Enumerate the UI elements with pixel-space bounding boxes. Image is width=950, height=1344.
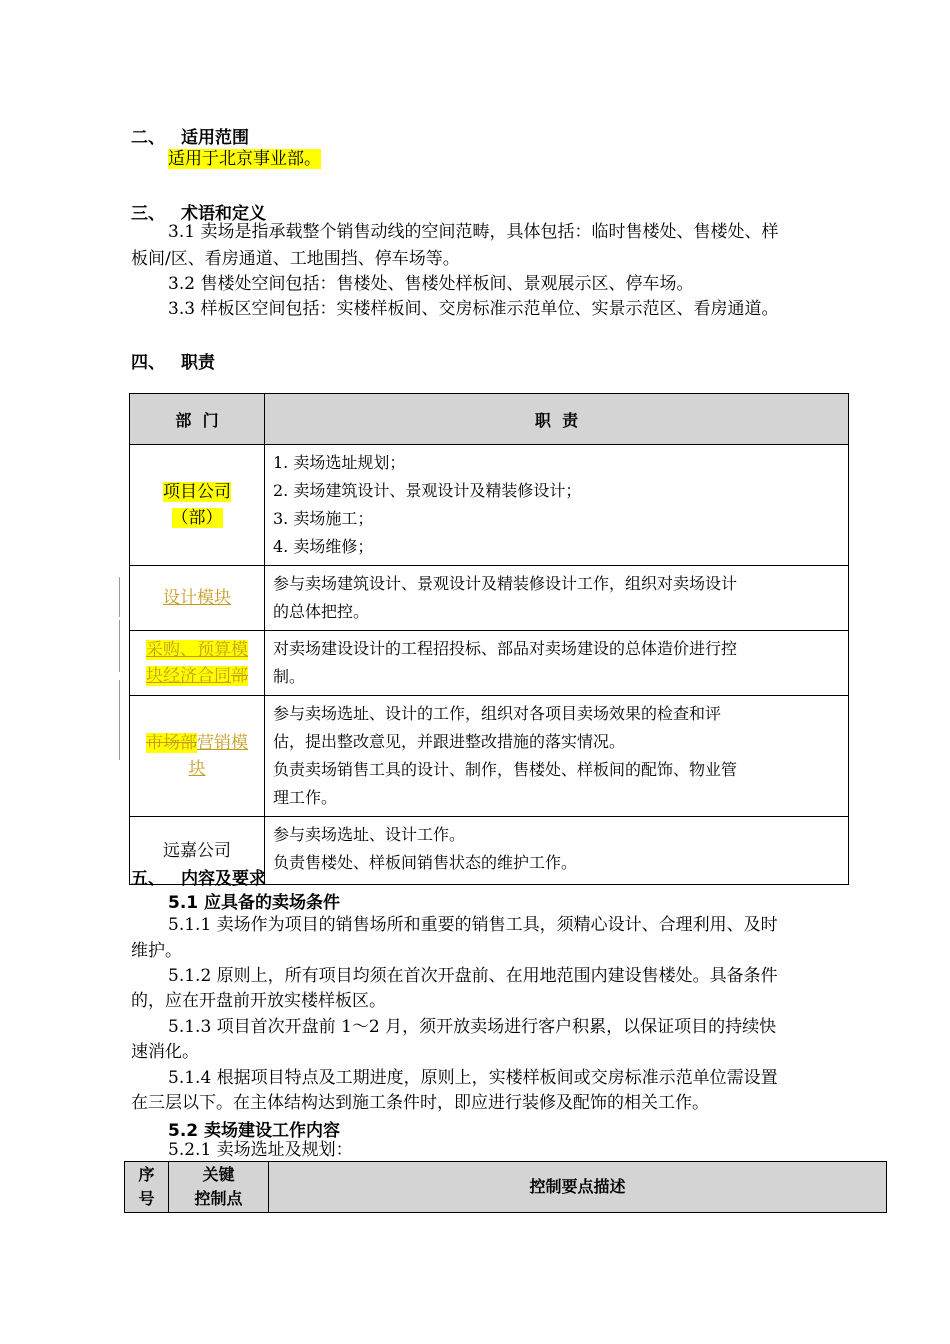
revision-mark — [119, 620, 120, 672]
subsection-5-1: 5.1 应具备的卖场条件 — [168, 893, 341, 913]
duty-cell — [265, 445, 849, 566]
section-3-number: 三、 — [131, 204, 165, 224]
dept-design-module: 设计模块 — [163, 588, 231, 608]
term-3-1-line2: 板间/区、看房通道、工地围挡、停车场等。 — [131, 249, 460, 269]
table-row — [130, 445, 849, 566]
dept-marketing-line2: 块 — [188, 759, 206, 779]
para-5-2-1: 5.2.1 卖场选址及规划： — [168, 1140, 353, 1160]
para-5-1-2-line1: 5.1.2 原则上，所有项目均须在首次开盘前、在用地范围内建设售楼处。具备条件 — [168, 966, 778, 986]
table-header-row — [125, 1162, 887, 1213]
para-5-1-3-line1: 5.1.3 项目首次开盘前 1～2 月，须开放卖场进行客户积累，以保证项目的持续快 — [168, 1017, 777, 1037]
dept-cell — [130, 631, 265, 696]
para-5-1-3-line2: 速消化。 — [131, 1042, 199, 1062]
duty-cell — [265, 696, 849, 817]
header-seq-line2: 号 — [138, 1189, 155, 1208]
term-3-2: 3.2 售楼处空间包括：售楼处、售楼处样板间、景观展示区、停车场。 — [168, 274, 694, 294]
duty-cell — [265, 566, 849, 631]
section-3-title: 术语和定义 — [181, 204, 266, 224]
dept-procurement-deleted: 部 — [231, 666, 248, 686]
table-row — [130, 696, 849, 817]
header-duty: 职 责 — [265, 394, 849, 445]
duty-line: 2. 卖场建筑设计、景观设计及精装修设计； — [273, 481, 582, 500]
duty-cell — [265, 817, 849, 885]
control-points-table — [124, 1161, 887, 1213]
term-3-3: 3.3 样板区空间包括：实楼样板间、交房标准示范单位、实景示范区、看房通道。 — [168, 299, 779, 319]
section-2-title: 适用范围 — [181, 128, 249, 148]
scope-text: 适用于北京事业部。 — [168, 149, 321, 169]
section-4-title: 职责 — [181, 353, 215, 373]
dept-cell — [130, 696, 265, 817]
duty-line: 参与卖场选址、设计的工作，组织对各项目卖场效果的检查和评 — [273, 704, 722, 723]
duty-line: 3. 卖场施工； — [273, 509, 374, 528]
duty-line: 制。 — [273, 667, 306, 686]
header-seq — [125, 1162, 169, 1213]
header-description: 控制要点描述 — [269, 1162, 887, 1213]
header-key-control — [169, 1162, 269, 1213]
responsibility-table — [129, 393, 849, 885]
duty-line: 负责卖场销售工具的设计、制作，售楼处、样板间的配饰、物业管 — [273, 760, 738, 779]
revision-mark — [119, 577, 120, 617]
header-key-line2: 控制点 — [194, 1189, 243, 1208]
para-5-1-4-line2: 在三层以下。在主体结构达到施工条件时，即应进行装修及配饰的相关工作。 — [131, 1093, 709, 1113]
dept-cell — [130, 445, 265, 566]
duty-line: 估，提出整改意见，并跟进整改措施的落实情况。 — [273, 732, 626, 751]
duty-line: 理工作。 — [273, 788, 338, 807]
table-row — [130, 566, 849, 631]
duty-line: 负责售楼处、样板间销售状态的维护工作。 — [273, 853, 578, 872]
term-3-1-line1: 3.1 卖场是指承载整个销售动线的空间范畴，具体包括：临时售楼处、售楼处、样 — [168, 222, 779, 242]
duty-line: 的总体把控。 — [273, 602, 370, 621]
dept-marketing-deleted: 市场部 — [146, 733, 197, 753]
header-dept: 部 门 — [130, 394, 265, 445]
section-4-number: 四、 — [131, 353, 165, 373]
table-header-row — [130, 394, 849, 445]
dept-yuanjia: 远嘉公司 — [163, 840, 231, 861]
section-2-text — [168, 145, 321, 173]
header-seq-line1: 序 — [138, 1165, 155, 1184]
para-5-1-2-line2: 的，应在开盘前开放实楼样板区。 — [131, 991, 386, 1011]
section-5-number: 五、 — [131, 869, 165, 889]
duty-line: 4. 卖场维修； — [273, 537, 374, 556]
duty-line: 参与卖场建筑设计、景观设计及精装修设计工作，组织对卖场设计 — [273, 574, 738, 593]
dept-project-company-sub: （部） — [171, 508, 223, 528]
para-5-1-1-line2: 维护。 — [131, 941, 182, 961]
subsection-5-2: 5.2 卖场建设工作内容 — [168, 1121, 341, 1141]
duty-line: 对卖场建设设计的工程招投标、部品对卖场建设的总体造价进行控 — [273, 639, 738, 658]
header-key-line1: 关键 — [202, 1165, 235, 1184]
para-5-1-4-line1: 5.1.4 根据项目特点及工期进度，原则上，实楼样板间或交房标准示范单位需设置 — [168, 1068, 778, 1088]
dept-procurement-line2: 块经济合同 — [146, 666, 231, 686]
section-5-title: 内容及要求 — [181, 869, 266, 889]
duty-line: 1. 卖场选址规划； — [273, 453, 406, 472]
para-5-1-1-line1: 5.1.1 卖场作为项目的销售场所和重要的销售工具，须精心设计、合理利用、及时 — [168, 915, 778, 935]
dept-procurement-line1: 采购、预算模 — [146, 640, 248, 660]
duty-line: 参与卖场选址、设计工作。 — [273, 825, 466, 844]
dept-marketing-line1: 营销模 — [197, 733, 248, 753]
section-5-heading — [131, 864, 266, 889]
table-row — [130, 631, 849, 696]
duty-cell — [265, 631, 849, 696]
section-2-number: 二、 — [131, 128, 165, 148]
revision-mark — [119, 680, 120, 760]
dept-project-company: 项目公司 — [163, 482, 231, 502]
section-4-heading — [131, 348, 215, 373]
dept-cell — [130, 566, 265, 631]
